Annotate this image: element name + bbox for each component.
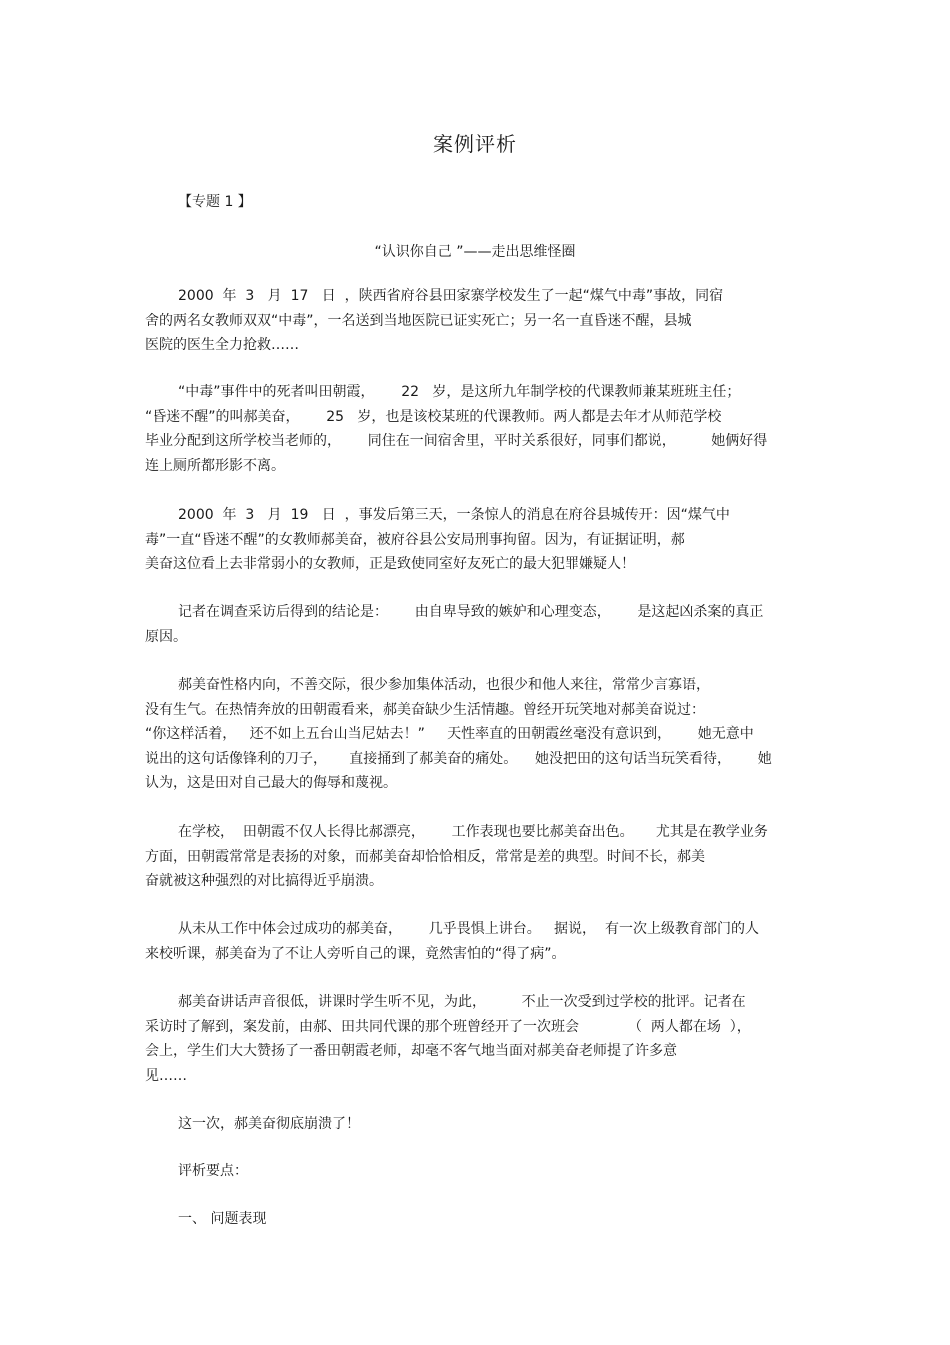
text-line: 毕业分配到这所学校当老师的， 同住在一间宿舍里，平时关系很好，同事们都说， 她俩好得 bbox=[145, 433, 768, 449]
paragraph-5 bbox=[145, 673, 810, 796]
text-line: 毒”一直“昏迷不醒”的女教师郝美奋，被府谷县公安局刑事拘留。因为，有证据证明，郝 bbox=[145, 531, 685, 548]
paragraph-2 bbox=[145, 380, 810, 478]
paragraph-7 bbox=[145, 917, 810, 966]
text-line: “中毒”事件中的死者叫田朝霞， 22 岁，是这所九年制学校的代课教师兼某班班主任； bbox=[178, 384, 741, 400]
paragraph-6 bbox=[145, 820, 810, 894]
analysis-heading: 评析要点： bbox=[178, 1163, 248, 1179]
text-line: 从未从工作中体会过成功的郝美奋， 几乎畏惧上讲台。 据说， 有一次上级教育部门的人 bbox=[178, 921, 759, 937]
text-line: 认为，这是田对自己最大的侮辱和蔑视。 bbox=[145, 775, 397, 791]
text-line: 郝美奋性格内向，不善交际，很少参加集体活动，也很少和他人来往，常常少言寡语， bbox=[178, 677, 710, 693]
text-line: 原因。 bbox=[145, 628, 187, 645]
text-line: 医院的医生全力抢救…… bbox=[145, 337, 299, 353]
section-heading: 一、 问题表现 bbox=[178, 1211, 267, 1227]
paragraph-4 bbox=[145, 600, 810, 649]
text-line: 奋就被这种强烈的对比搞得近乎崩溃。 bbox=[145, 873, 383, 889]
text-line: 在学校， 田朝霞不仅人长得比郝漂亮， 工作表现也要比郝美奋出色。 尤其是在教学业务 bbox=[178, 824, 768, 840]
text-line: 说出的这句话像锋利的刀子， 直接捅到了郝美奋的痛处。 她没把田的这句话当玩笑看待， 她 bbox=[145, 750, 772, 767]
paragraph-1 bbox=[145, 284, 810, 358]
text-line: 舍的两名女教师双双“中毒”，一名送到当地医院已证实死亡；另一名一直昏迷不醒，县城 bbox=[145, 312, 692, 329]
case-subtitle: “认识你自己 ”——走出思维怪圈 bbox=[374, 244, 576, 260]
text-line: 会上，学生们大大赞扬了一番田朝霞老师，却毫不客气地当面对郝美奋老师提了许多意 bbox=[145, 1043, 677, 1059]
text-line: 记者在调查采访后得到的结论是： 由自卑导致的嫉妒和心理变态， 是这起凶杀案的真正 bbox=[178, 604, 764, 620]
text-line: 2000 年 3 月 19 日 ，事发后第三天，一条惊人的消息在府谷县城传开：因“煤气中 bbox=[178, 507, 730, 523]
text-line: “昏迷不醒”的叫郝美奋， 25 岁，也是该校某班的代课教师。两人都是去年才从师范学校 bbox=[145, 408, 722, 425]
text-line: 连上厕所都形影不离。 bbox=[145, 457, 285, 474]
text-line: 见…… bbox=[145, 1067, 187, 1084]
page-title: 案例评析 bbox=[433, 132, 517, 156]
text-line: 方面，田朝霞常常是表扬的对象，而郝美奋却恰恰相反，常常是差的典型。时间不长，郝美 bbox=[145, 848, 705, 865]
text-line: 没有生气。在热情奔放的田朝霞看来，郝美奋缺少生活情趣。曾经开玩笑地对郝美奋说过： bbox=[145, 701, 705, 718]
text-line: “你这样活着， 还不如上五台山当尼姑去！” 天性率直的田朝霞丝毫没有意识到， 她无意中 bbox=[145, 726, 754, 742]
paragraph-8 bbox=[145, 990, 810, 1088]
text-line: 采访时了解到，案发前，由郝、田共同代课的那个班曾经开了一次班会 （ 两人都在场 ）， bbox=[145, 1018, 751, 1035]
text-line: 2000 年 3 月 17 日 ，陕西省府谷县田家寨学校发生了一起“煤气中毒”事故，同宿 bbox=[178, 288, 724, 304]
topic-label: 【专题 1 】 bbox=[178, 194, 252, 210]
text-line: 郝美奋讲话声音很低，讲课时学生听不见，为此， 不止一次受到过学校的批评。记者在 bbox=[178, 994, 746, 1010]
text-line: 来校听课，郝美奋为了不让人旁听自己的课，竟然害怕的“得了病”。 bbox=[145, 945, 566, 962]
closing-sentence: 这一次，郝美奋彻底崩溃了！ bbox=[178, 1116, 360, 1132]
paragraph-3 bbox=[145, 503, 810, 577]
text-line: 美奋这位看上去非常弱小的女教师，正是致使同室好友死亡的最大犯罪嫌疑人！ bbox=[145, 556, 635, 572]
